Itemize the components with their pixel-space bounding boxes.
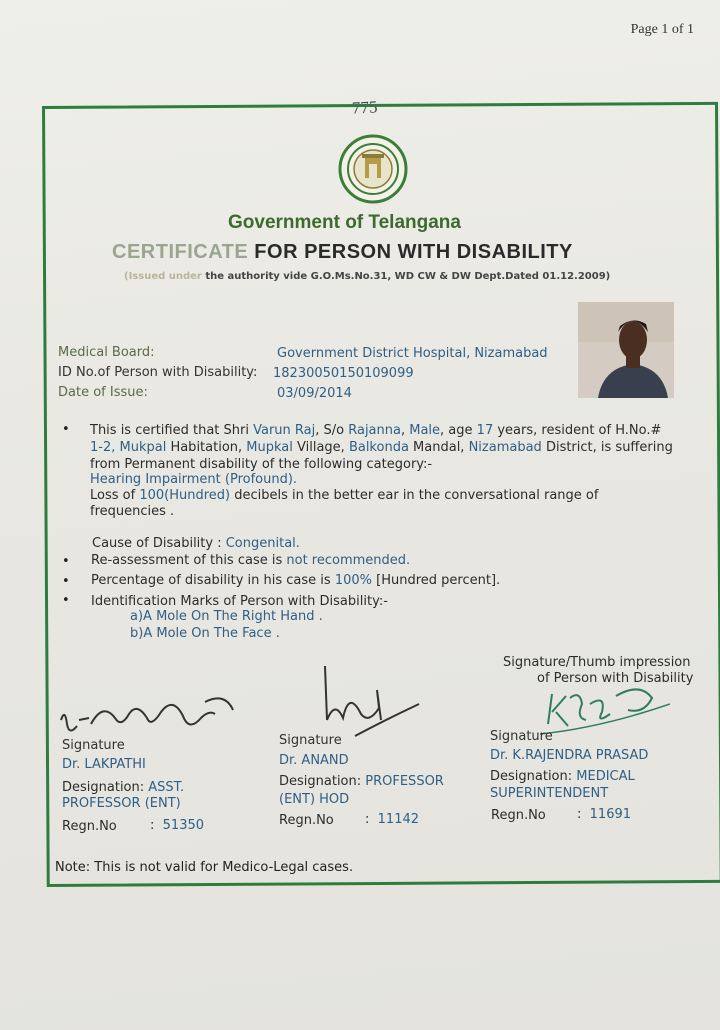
medical-board-value: Government District Hospital, Nizamabad — [277, 346, 548, 361]
signature-label-1: Signature — [62, 738, 125, 753]
regn-value-3: : 11691 — [577, 807, 632, 822]
district: Nizamabad — [468, 440, 542, 455]
cause-line: Cause of Disability : Congenital. — [92, 536, 300, 551]
designation-1b: PROFESSOR (ENT) — [62, 796, 181, 811]
designation-3b: SUPERINTENDENT — [490, 786, 609, 801]
person-name: Varun Raj — [253, 423, 316, 438]
regn-label-3: Regn.No — [491, 808, 546, 823]
percentage-value: 100% — [334, 573, 372, 588]
regn-value-1: : 51350 — [150, 818, 205, 833]
regn-value-2: : 11142 — [365, 812, 420, 827]
title-part-1: CERTIFICATE — [112, 241, 249, 263]
identification-mark-b: b)A Mole On The Face . — [130, 626, 280, 641]
hearing-loss-line: Loss of 100(Hundred) decibels in the better ear in the conversational range of — [90, 488, 599, 503]
bullet: • — [62, 554, 70, 569]
signature-label-2: Signature — [279, 733, 342, 748]
regn-label-1: Regn.No — [62, 819, 117, 834]
signature-anand-icon — [315, 660, 425, 740]
percentage-line: Percentage of disability in his case is 100% [Hundred percent]. — [91, 573, 501, 588]
legal-note: Note: This is not valid for Medico-Legal cases. — [55, 860, 354, 875]
authority-text: the authority vide G.O.Ms.No.31, WD CW & DW Dept.Dated 01.12.2009) — [205, 271, 611, 282]
signature-rajendra-icon — [540, 684, 670, 740]
address: 1-2, Mukpal — [90, 440, 167, 455]
doctor-name-3: Dr. K.RAJENDRA PRASAD — [490, 748, 649, 763]
designation-3: Designation: MEDICAL — [490, 769, 635, 784]
identification-mark-a: a)A Mole On The Right Hand . — [130, 609, 323, 624]
reassessment-value: not recommended. — [286, 553, 411, 568]
cause-value: Congenital. — [225, 536, 300, 551]
hearing-loss-line-2: frequencies . — [90, 504, 175, 519]
date-value: 03/09/2014 — [277, 386, 352, 401]
bullet: • — [62, 422, 70, 437]
regn-label-2: Regn.No — [279, 813, 334, 828]
id-value: 18230050150109099 — [273, 366, 414, 381]
handwritten-number: 775 — [351, 97, 378, 118]
designation-2: Designation: PROFESSOR — [279, 774, 444, 789]
state-emblem-icon — [338, 134, 408, 204]
father-name: Rajanna — [348, 423, 401, 438]
authority-faded: (Issued under — [124, 271, 202, 282]
reassessment-line: Re-assessment of this case is not recommended. — [91, 553, 411, 568]
id-label: ID No.of Person with Disability: — [58, 365, 258, 380]
cert-line-1: This is certified that Shri Varun Raj, S/o Rajanna, Male, age 17 years, resident of H.No.# — [90, 423, 662, 438]
age: 17 — [476, 423, 494, 438]
person-photo — [578, 302, 674, 398]
thumb-label-1: Signature/Thumb impression — [503, 655, 691, 670]
disability-category: Hearing Impairment (Profound). — [90, 472, 298, 487]
designation-1: Designation: ASST. — [62, 780, 185, 795]
bullet: • — [62, 574, 70, 589]
mandal: Balkonda — [348, 440, 409, 455]
authority-line — [124, 271, 610, 282]
designation-2b: (ENT) HOD — [279, 792, 350, 807]
thumb-label-2: of Person with Disability — [537, 671, 694, 686]
doctor-name-2: Dr. ANAND — [279, 753, 349, 768]
cert-line-3: from Permanent disability of the following category:- — [90, 457, 433, 472]
title-part-2: FOR PERSON WITH DISABILITY — [254, 241, 573, 263]
identification-label: Identification Marks of Person with Disability:- — [91, 594, 388, 609]
hearing-loss-value: 100(Hundred) — [139, 488, 231, 503]
cert-line-2: 1-2, Mukpal Habitation, Mupkal Village, Balkonda Mandal, Nizamabad District, is suffering — [90, 440, 673, 455]
village: Mupkal — [246, 440, 293, 455]
page-number: Page 1 of 1 — [630, 22, 694, 37]
date-label: Date of Issue: — [58, 385, 148, 400]
bullet: • — [62, 593, 70, 608]
government-heading: Government of Telangana — [228, 212, 461, 233]
doctor-name-1: Dr. LAKPATHI — [62, 757, 146, 772]
gender: Male — [409, 423, 441, 438]
signature-label-3: Signature — [490, 729, 553, 744]
medical-board-label: Medical Board: — [58, 345, 155, 360]
certificate-title — [112, 241, 573, 264]
